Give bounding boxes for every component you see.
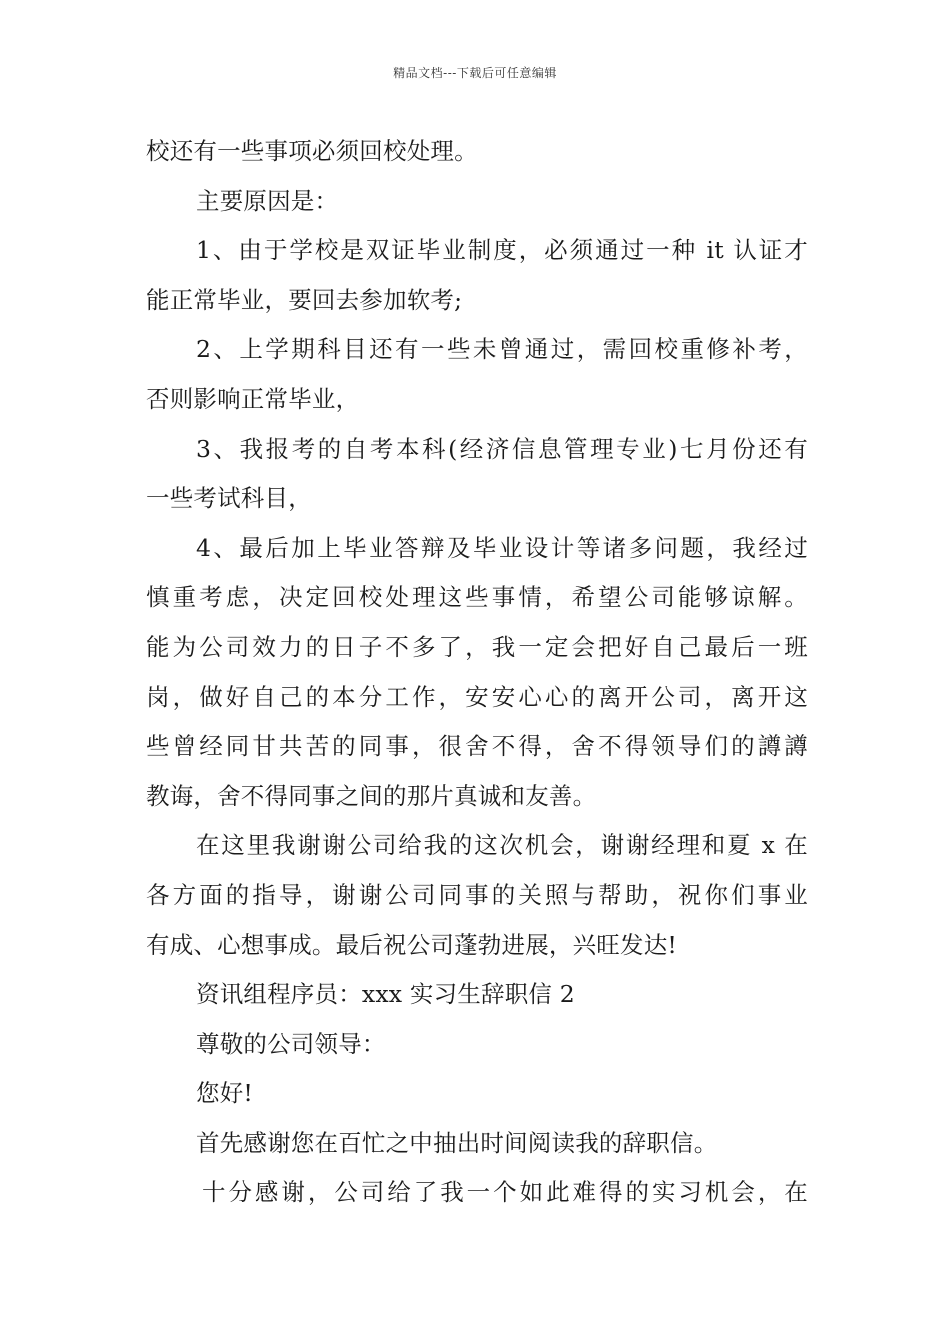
paragraph-line: 各方面的指导，谢谢公司同事的关照与帮助，祝你们事业 <box>146 880 808 909</box>
paragraph-line: 校还有一些事项必须回校处理。 <box>146 137 478 165</box>
paragraph-line: 在这里我谢谢公司给我的这次机会，谢谢经理和夏 x 在 <box>196 831 808 860</box>
list-item-line: 一些考试科目， <box>146 484 312 513</box>
paragraph-line: 主要原因是： <box>196 186 339 215</box>
paragraph-line: 教诲，舍不得同事之间的那片真诚和友善。 <box>146 781 597 810</box>
list-item-line: 1、由于学校是双证毕业制度，必须通过一种 it 认证才 <box>196 236 808 265</box>
paragraph-line: 慎重考虑，决定回校处理这些事情，希望公司能够谅解。 <box>146 583 808 612</box>
paragraph-line: 些曾经同甘共苦的同事，很舍不得，舍不得领导们的譐譐 <box>146 732 808 761</box>
paragraph-line: 有成、心想事成。最后祝公司蓬勃进展，兴旺发达! <box>146 930 678 959</box>
paragraph-line: 十分感谢，公司给了我一个如此难得的实习机会，在 <box>202 1178 808 1207</box>
paragraph-line: 能为公司效力的日子不多了，我一定会把好自己最后一班 <box>146 632 808 661</box>
page-header: 精品文档---下载后可任意编辑 <box>393 66 557 80</box>
list-item-line: 4、最后加上毕业答辩及毕业设计等诸多问题，我经过 <box>196 533 808 562</box>
list-item-line: 否则影响正常毕业， <box>146 384 360 413</box>
paragraph-line: 岗，做好自己的本分工作，安安心心的离开公司，离开这 <box>146 682 808 711</box>
greeting-line: 您好! <box>196 1079 254 1108</box>
document-body <box>146 127 808 1218</box>
signature-line: 资讯组程序员：xxx 实习生辞职信 2 <box>196 980 575 1009</box>
list-item-line: 能正常毕业，要回去参加软考; <box>146 285 463 314</box>
paragraph-line: 首先感谢您在百忙之中抽出时间阅读我的辞职信。 <box>196 1128 718 1157</box>
salutation-line: 尊敬的公司领导： <box>196 1029 386 1058</box>
list-item-line: 2、上学期科目还有一些未曾通过，需回校重修补考， <box>196 335 808 364</box>
list-item-line: 3、我报考的自考本科(经济信息管理专业)七月份还有 <box>196 434 808 463</box>
